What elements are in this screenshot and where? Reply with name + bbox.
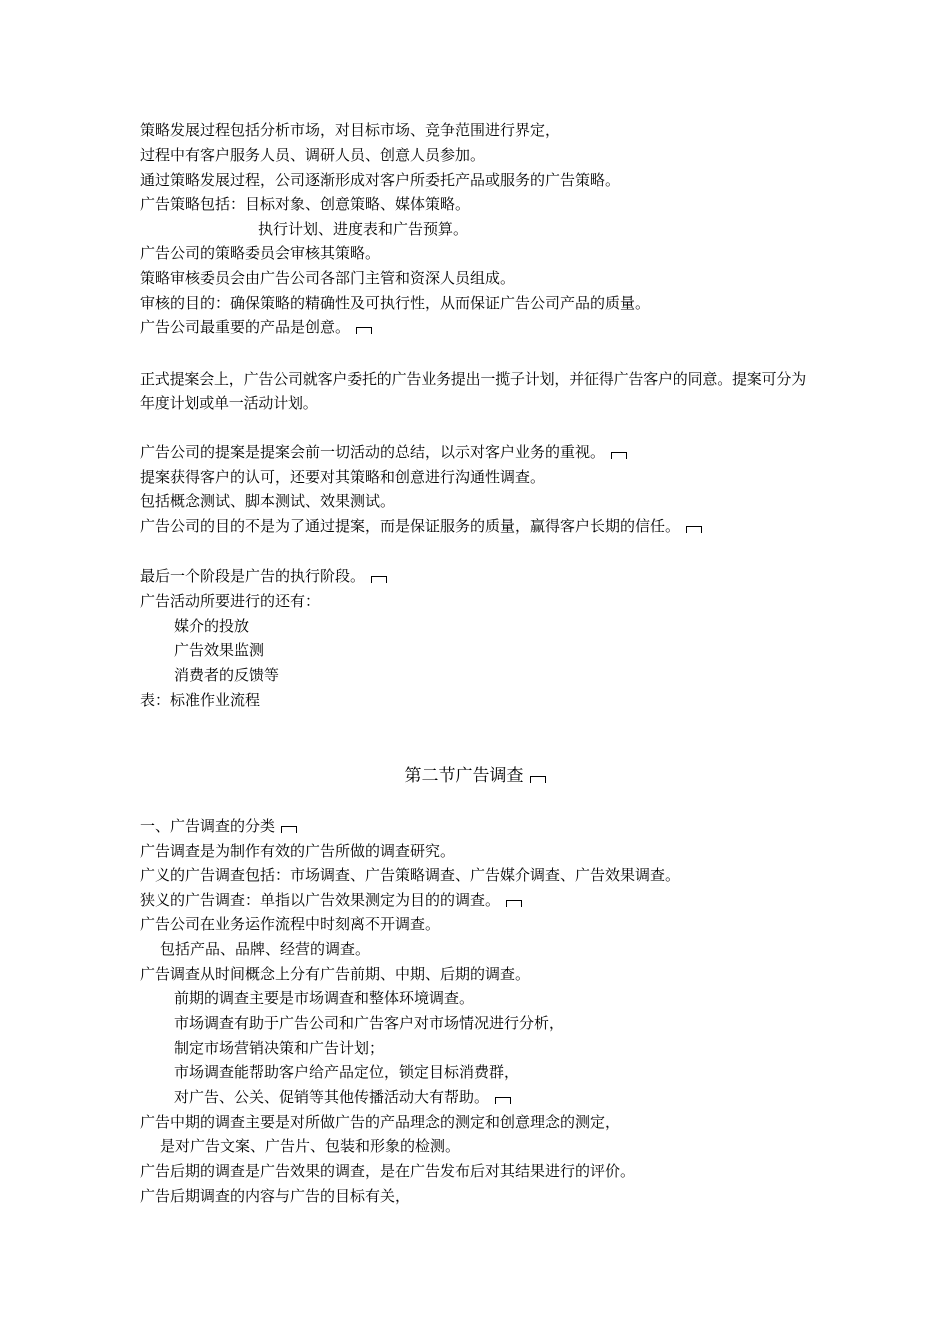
text-line: 广告公司的策略委员会审核其策略。: [140, 244, 381, 262]
table-caption: 表：标准作业流程: [140, 691, 261, 709]
subsection-heading: [140, 816, 297, 836]
bracket-mark-icon: [611, 452, 627, 459]
list-item: 广告效果监测: [174, 641, 265, 659]
text-line: 提案获得客户的认可，还要对其策略和创意进行沟通性调查。: [140, 468, 546, 486]
text-line: [140, 890, 522, 910]
text-line: [140, 442, 627, 462]
text-line: 执行计划、进度表和广告预算。: [258, 220, 469, 238]
text-content: 最后一个阶段是广告的执行阶段。: [140, 567, 366, 585]
text-line: 审核的目的：确保策略的精确性及可执行性，从而保证广告公司产品的质量。: [140, 294, 651, 312]
text-line: 策略审核委员会由广告公司各部门主管和资深人员组成。: [140, 269, 516, 287]
text-line: 过程中有客户服务人员、调研人员、创意人员参加。: [140, 146, 486, 164]
text-line: 制定市场营销决策和广告计划；: [174, 1039, 385, 1057]
section-title: [0, 764, 950, 788]
text-line: 广告公司在业务运作流程中时刻离不开调查。: [140, 915, 441, 933]
bracket-mark-icon: [506, 900, 522, 907]
text-line: 广告后期的调查是广告效果的调查，是在广告发布后对其结果进行的评价。: [140, 1162, 636, 1180]
text-line: 广告活动所要进行的还有：: [140, 592, 321, 610]
text-line: [140, 317, 372, 337]
bracket-mark-icon: [530, 776, 546, 783]
bracket-mark-icon: [281, 826, 297, 833]
text-line: 广告后期调查的内容与广告的目标有关，: [140, 1187, 411, 1205]
bracket-mark-icon: [495, 1097, 511, 1104]
text-content: 对广告、公关、促销等其他传播活动大有帮助。: [174, 1088, 490, 1106]
paragraph: 正式提案会上，广告公司就客户委托的广告业务提出一揽子计划，并征得广告客户的同意。提案可分为年度计划或单一活动计划。: [140, 370, 807, 412]
text-content: 广告公司的提案是提案会前一切活动的总结，以示对客户业务的重视。: [140, 443, 606, 461]
text-line: 市场调查有助于广告公司和广告客户对市场情况进行分析，: [174, 1014, 565, 1032]
text-line: [140, 566, 387, 586]
bracket-mark-icon: [356, 327, 372, 334]
text-content: 一、广告调查的分类: [140, 817, 276, 835]
text-content: 广告公司最重要的产品是创意。: [140, 318, 351, 336]
text-line: [174, 1087, 511, 1107]
text-line: 广告策略包括：目标对象、创意策略、媒体策略。: [140, 195, 471, 213]
text-line: 包括产品、品牌、经营的调查。: [160, 940, 371, 958]
text-line: 前期的调查主要是市场调查和整体环境调查。: [174, 989, 475, 1007]
text-line: [140, 516, 702, 536]
list-item: 媒介的投放: [174, 617, 250, 635]
text-line: 策略发展过程包括分析市场，对目标市场、竞争范围进行界定，: [140, 121, 561, 139]
text-line: 是对广告文案、广告片、包装和形象的检测。: [160, 1137, 461, 1155]
bracket-mark-icon: [686, 526, 702, 533]
text-line: 市场调查能帮助客户给产品定位，锁定目标消费群，: [174, 1063, 520, 1081]
text-line: 广告中期的调查主要是对所做广告的产品理念的测定和创意理念的测定，: [140, 1113, 621, 1131]
section-title-text: 第二节广告调查: [404, 766, 524, 786]
text-line: 包括概念测试、脚本测试、效果测试。: [140, 492, 396, 510]
list-item: 消费者的反馈等: [174, 666, 280, 684]
text-line: 广告调查从时间概念上分有广告前期、中期、后期的调查。: [140, 965, 531, 983]
text-content: 广告公司的目的不是为了通过提案，而是保证服务的质量，赢得客户长期的信任。: [140, 517, 681, 535]
text-content: 狭义的广告调查：单指以广告效果测定为目的的调查。: [140, 891, 501, 909]
text-line: 广告调查是为制作有效的广告所做的调查研究。: [140, 842, 456, 860]
bracket-mark-icon: [371, 576, 387, 583]
text-line: 广义的广告调查包括：市场调查、广告策略调查、广告媒介调查、广告效果调查。: [140, 866, 681, 884]
text-line: 通过策略发展过程，公司逐渐形成对客户所委托产品或服务的广告策略。: [140, 171, 621, 189]
